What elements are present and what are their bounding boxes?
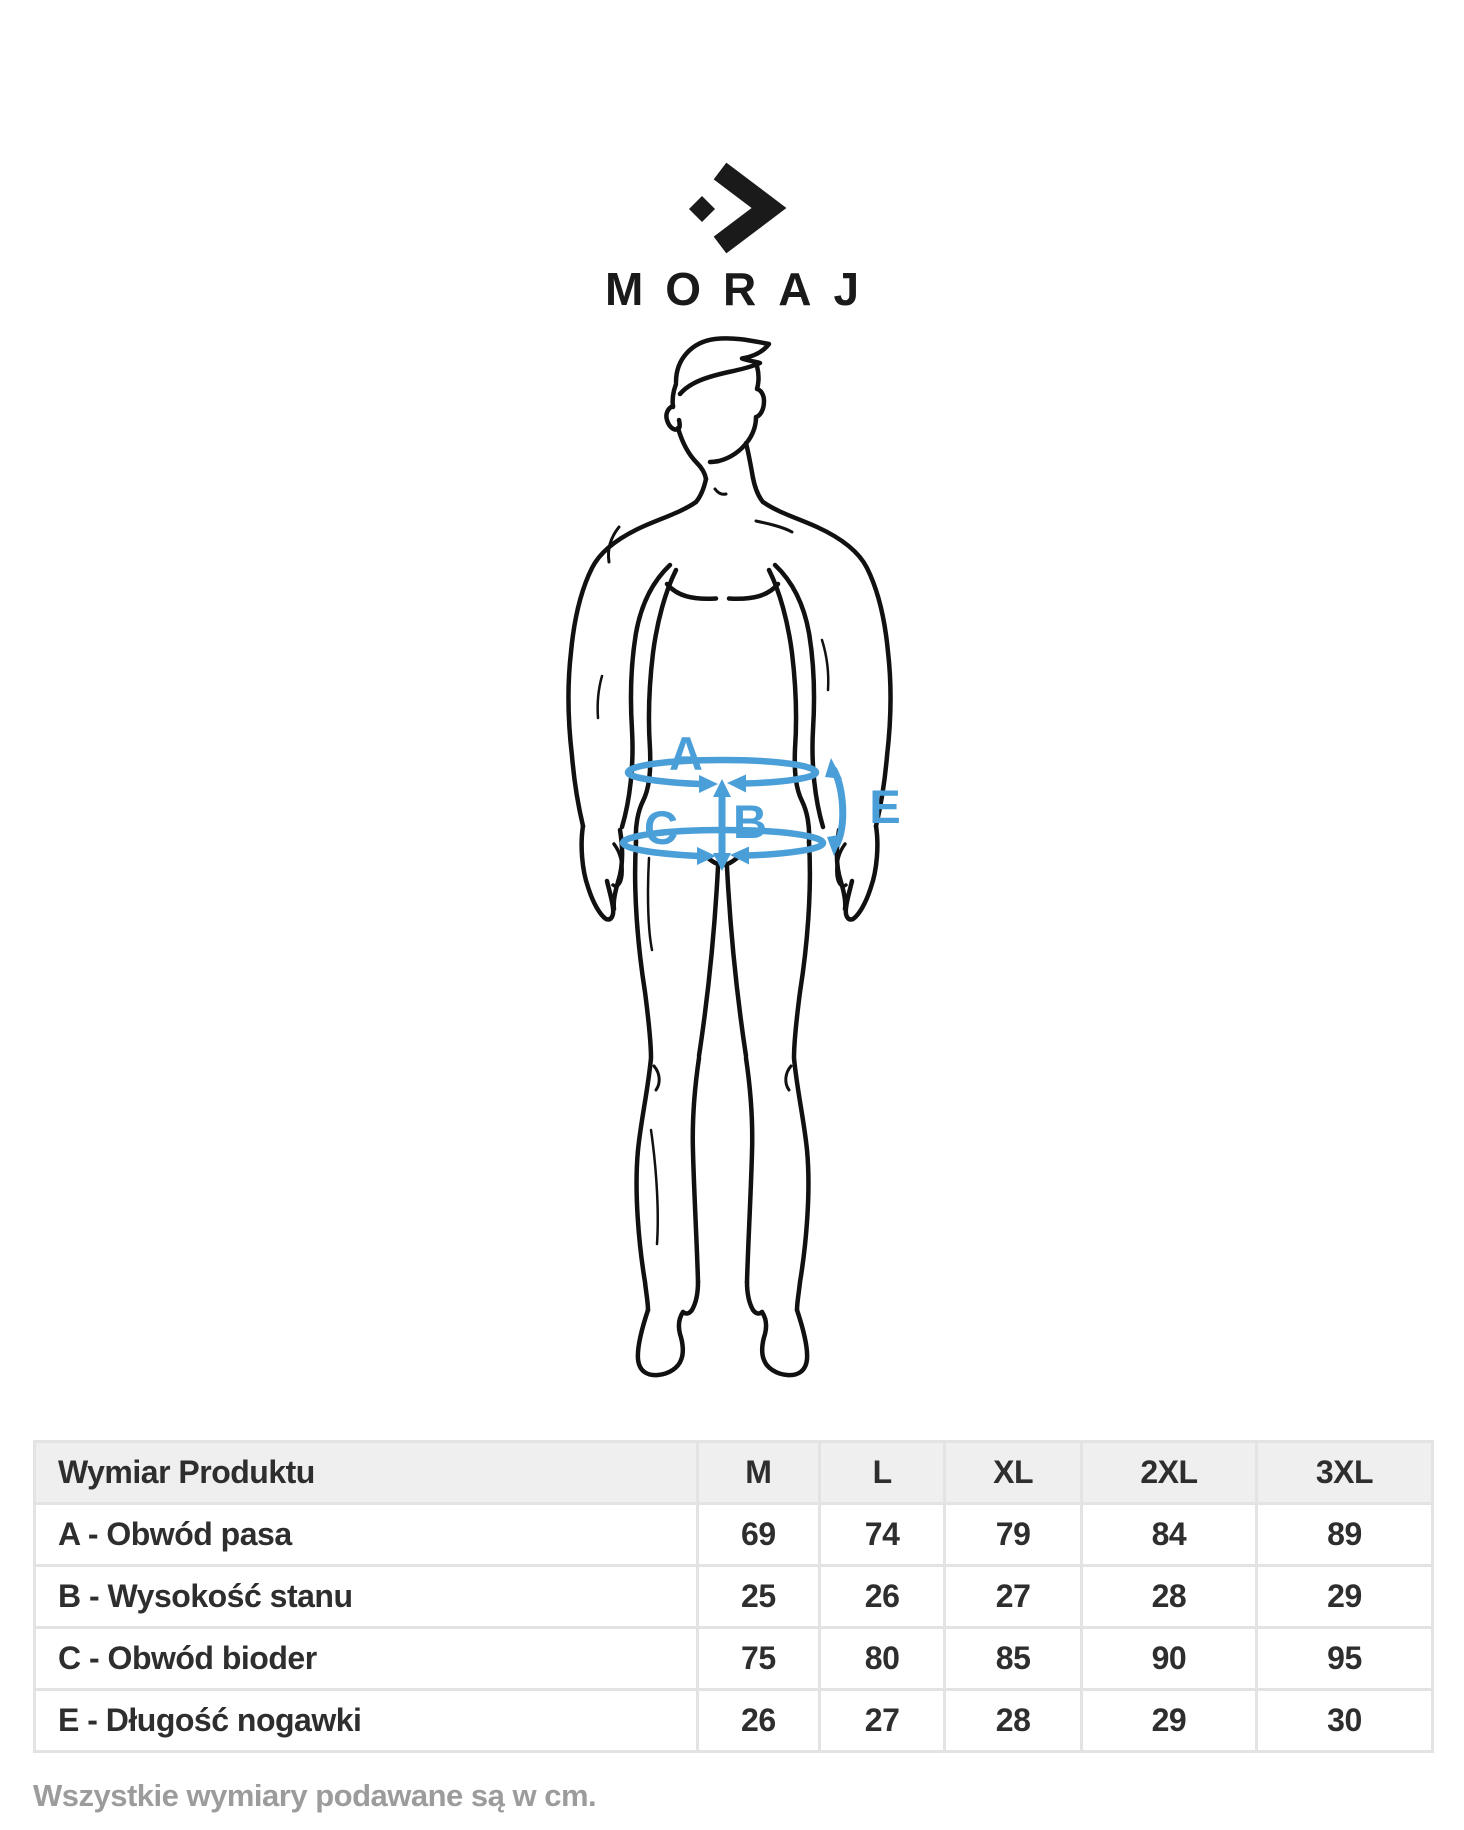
column-header-size: M — [697, 1442, 819, 1504]
cell-value: 26 — [697, 1690, 819, 1752]
units-note: Wszystkie wymiary podawane są w cm. — [33, 1778, 597, 1813]
cell-value: 89 — [1256, 1504, 1432, 1566]
male-figure-illustration — [430, 330, 1030, 1390]
left-foot-path — [638, 1310, 683, 1375]
logo-diamond-icon — [689, 196, 715, 222]
cell-value: 28 — [1081, 1566, 1256, 1628]
brand-name: MORAJ — [604, 263, 882, 315]
column-header-size: L — [819, 1442, 944, 1504]
row-label: C - Obwód bioder — [35, 1628, 698, 1690]
table-row — [35, 1628, 1433, 1690]
table-row — [35, 1566, 1433, 1628]
cell-value: 84 — [1081, 1504, 1256, 1566]
measure-label-a: A — [669, 727, 703, 780]
logo-chevron-icon — [720, 171, 769, 245]
row-label: E - Długość nogawki — [35, 1690, 698, 1752]
body-diagram — [430, 330, 1030, 1390]
column-header-size: 3XL — [1256, 1442, 1432, 1504]
cell-value: 95 — [1256, 1628, 1432, 1690]
arrowhead-icon — [727, 775, 746, 793]
arrowhead-icon — [825, 758, 842, 779]
right-hand-path — [846, 826, 878, 919]
column-header-size: XL — [945, 1442, 1082, 1504]
measure-label-c: C — [644, 801, 678, 854]
right-foot-path — [762, 1310, 807, 1375]
cell-value: 25 — [697, 1566, 819, 1628]
cell-value: 75 — [697, 1628, 819, 1690]
table-row — [35, 1504, 1433, 1566]
cell-value: 85 — [945, 1628, 1082, 1690]
table-header-row — [35, 1442, 1433, 1504]
measure-label-e: E — [869, 780, 901, 833]
male-figure-outline — [568, 338, 890, 1375]
measure-label-b: B — [733, 795, 767, 848]
measurement-annotations — [623, 727, 901, 871]
cell-value: 90 — [1081, 1628, 1256, 1690]
face-path — [710, 366, 764, 462]
cell-value: 80 — [819, 1628, 944, 1690]
cell-value: 79 — [945, 1504, 1082, 1566]
cell-value: 28 — [945, 1690, 1082, 1752]
row-label: A - Obwód pasa — [35, 1504, 698, 1566]
cell-value: 69 — [697, 1504, 819, 1566]
left-hand-path — [582, 826, 614, 919]
column-header-size: 2XL — [1081, 1442, 1256, 1504]
right-leg-path — [794, 842, 810, 1310]
right-arm-path — [753, 478, 891, 826]
brand-logo — [0, 168, 1464, 315]
column-header-label: Wymiar Produktu — [35, 1442, 698, 1504]
cell-value: 29 — [1081, 1690, 1256, 1752]
cell-value: 29 — [1256, 1566, 1432, 1628]
size-table — [33, 1440, 1434, 1753]
cell-value: 30 — [1256, 1690, 1432, 1752]
leg-length-arrow — [834, 770, 843, 844]
cell-value: 26 — [819, 1566, 944, 1628]
cell-value: 27 — [945, 1566, 1082, 1628]
table-row — [35, 1690, 1433, 1752]
cell-value: 27 — [819, 1690, 944, 1752]
brand-logo-icon — [691, 168, 773, 252]
row-label: B - Wysokość stanu — [35, 1566, 698, 1628]
arrowhead-icon — [713, 779, 731, 797]
cell-value: 74 — [819, 1504, 944, 1566]
